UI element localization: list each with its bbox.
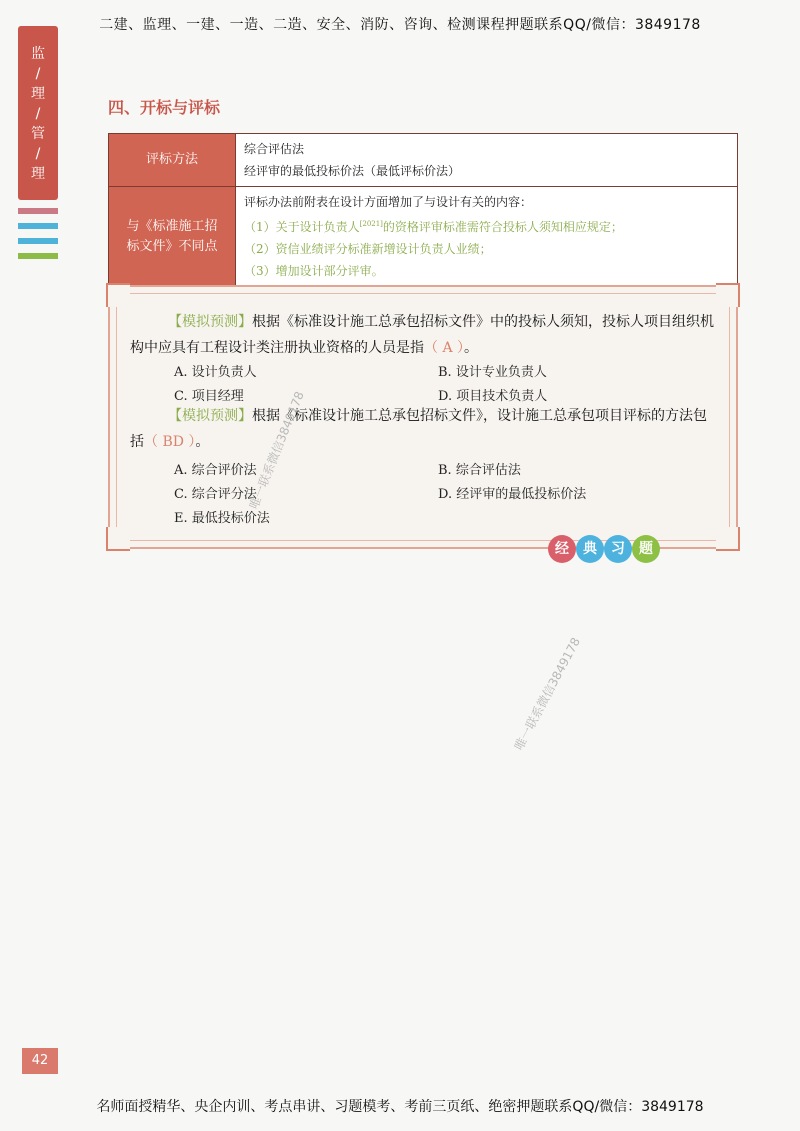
question-2: 【模拟预测】根据《标准设计施工总承包招标文件》，设计施工总承包项目评标的方法包 括（ BD ）。 — [130, 408, 707, 450]
exercise-box — [108, 285, 738, 549]
side-stripe — [18, 238, 58, 244]
row-content-eval-method: 综合评估法 经评审的最低投标价法（最低评标价法） — [236, 134, 738, 187]
section-title: 四、开标与评标 — [108, 98, 221, 117]
row-header-differences: 与《标准施工招 标文件》不同点 — [109, 187, 236, 287]
comparison-table — [108, 133, 738, 287]
option-b: B. 综合评估法 — [438, 463, 521, 478]
option-a: A. 设计负责人 — [174, 365, 257, 380]
side-stripe — [18, 223, 58, 229]
option-d: D. 项目技术负责人 — [438, 389, 548, 404]
side-chapter-tab — [18, 26, 58, 200]
option-d: D. 经评审的最低投标价法 — [438, 487, 587, 502]
top-banner: 二建、监理、一建、一造、二造、安全、消防、咨询、检测课程押题联系QQ/微信：3849178 — [99, 17, 701, 33]
table-row — [109, 187, 738, 287]
side-tab-label: 监 / 理 / 管 / 理 — [31, 46, 45, 182]
bottom-banner: 名师面授精华、央企内训、考点串讲、习题模考、考前三页纸、绝密押题联系QQ/微信：3849178 — [96, 1099, 704, 1115]
row-header-eval-method: 评标方法 — [109, 134, 236, 187]
badge-char: 题 — [632, 535, 660, 563]
option-c: C. 综合评分法 — [174, 487, 257, 502]
question-1: 【模拟预测】根据《标准设计施工总承包招标文件》中的投标人须知，投标人项目组织机 构中应具有工程设计类注册执业资格的人员是指（ A ）。 — [130, 314, 714, 356]
option-e: E. 最低投标价法 — [174, 511, 270, 526]
side-stripe — [18, 253, 58, 259]
watermark: 唯一联系微信3849178 — [246, 389, 307, 511]
option-c: C. 项目经理 — [174, 389, 244, 404]
answer-1: （ A ） — [424, 340, 465, 356]
watermark: 唯一联系微信3849178 — [511, 635, 584, 753]
option-b: B. 设计专业负责人 — [438, 365, 547, 380]
option-a: A. 综合评价法 — [174, 463, 257, 478]
badge-char: 典 — [576, 535, 604, 563]
table-row — [109, 134, 738, 187]
badge-char: 经 — [548, 535, 576, 563]
page-number: 42 — [22, 1048, 58, 1074]
answer-2: （ BD ） — [144, 434, 196, 450]
side-stripe — [18, 208, 58, 214]
row-content-differences: 评标办法前附表在设计方面增加了与设计有关的内容： （1）关于设计负责人[2021]的资格评审标准需符合投标人须知相应规定； （2）资信业绩评分标准新增设计负责人业绩； （3）增加设计部分评审。 — [236, 187, 738, 287]
badge-char: 习 — [604, 535, 632, 563]
